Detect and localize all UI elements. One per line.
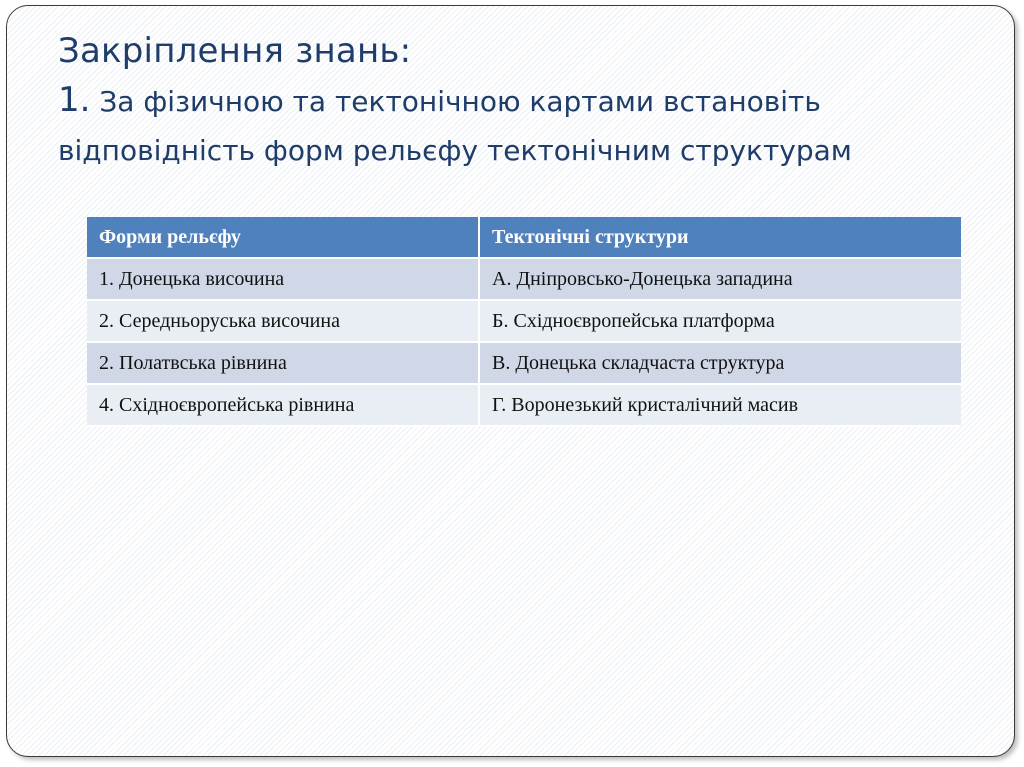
- matching-table: [87, 217, 961, 427]
- relief-form-cell: 4. Східноєвропейська рівнина: [87, 385, 480, 427]
- slide: [6, 5, 1015, 757]
- table-row: [87, 301, 961, 343]
- task-text: За фізичною та тектонічною картами встановіть відповідність форм рельєфу тектонічним структурам: [58, 85, 852, 167]
- relief-form-cell: 1. Донецька височина: [87, 259, 480, 301]
- task-number: 1.: [58, 80, 91, 120]
- relief-form-cell: 2. Середньоруська височина: [87, 301, 480, 343]
- title-task: [58, 76, 988, 175]
- header-relief-forms: Форми рельєфу: [87, 217, 480, 259]
- relief-form-cell: 2. Полатвська рівнина: [87, 343, 480, 385]
- table-header-row: [87, 217, 961, 259]
- tectonic-structure-cell: Г. Воронезький кристалічний масив: [480, 385, 961, 427]
- table-row: [87, 259, 961, 301]
- header-tectonic-structures: Тектонічні структури: [480, 217, 961, 259]
- tectonic-structure-cell: А. Дніпровсько-Донецька западина: [480, 259, 961, 301]
- slide-title: [58, 26, 988, 175]
- tectonic-structure-cell: В. Донецька складчаста структура: [480, 343, 961, 385]
- tectonic-structure-cell: Б. Східноєвропейська платформа: [480, 301, 961, 343]
- table-row: [87, 385, 961, 427]
- title-heading: Закріплення знань:: [58, 31, 412, 71]
- table-row: [87, 343, 961, 385]
